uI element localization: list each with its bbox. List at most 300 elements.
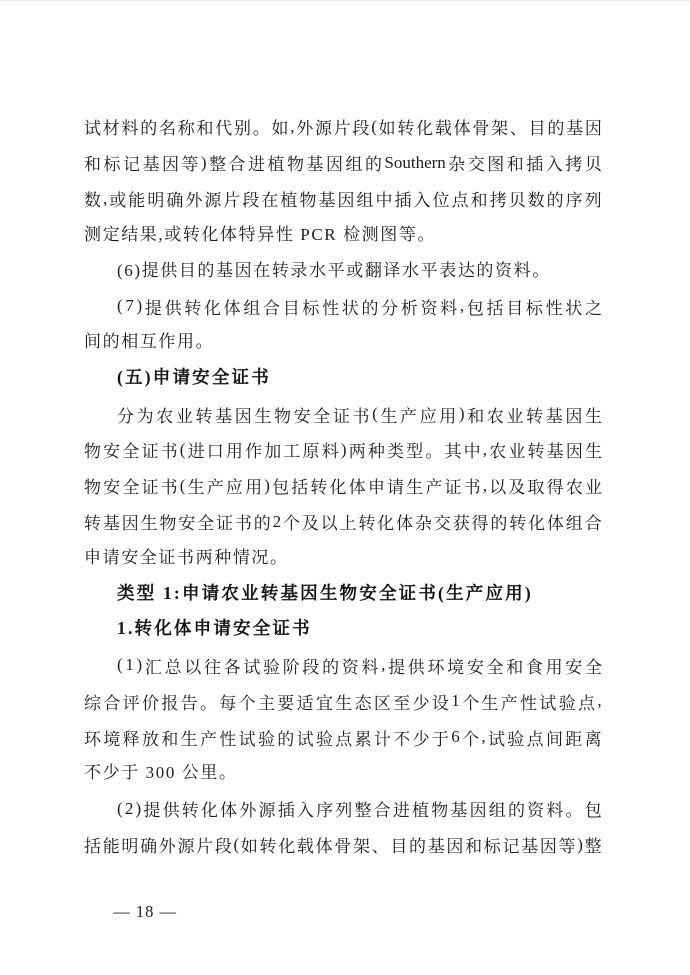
text-token: 源 <box>315 119 332 139</box>
text-token: ) <box>264 475 270 495</box>
text-token: 的 <box>253 514 271 534</box>
text-token: 型 <box>406 442 424 462</box>
text-token: 请 <box>387 478 404 498</box>
text-token: 证 <box>141 478 159 498</box>
text-token: 以 <box>320 514 338 534</box>
text-token: 点 <box>526 729 544 749</box>
text-token: 个 <box>282 514 300 534</box>
text-token: 位 <box>432 191 450 211</box>
text-token: 架 <box>491 119 509 139</box>
text-token: 体 <box>315 837 333 857</box>
text-token: 产 <box>199 729 217 749</box>
text-token: 贝 <box>584 155 602 175</box>
text-token: 能 <box>128 191 146 211</box>
text-token: 提 <box>388 657 406 677</box>
text-token: 和 <box>506 155 524 175</box>
text-token: 载 <box>434 119 452 139</box>
text-token: 点 <box>335 729 353 749</box>
text-line <box>84 827 602 863</box>
text-token: 明 <box>147 191 165 211</box>
text-token: 标 <box>302 298 320 318</box>
text-token: 试 <box>243 657 261 677</box>
text-token: 因 <box>584 119 602 139</box>
text-token: 生 <box>140 514 158 534</box>
text-token: 每 <box>219 693 237 713</box>
text-token: 宜 <box>315 693 333 713</box>
text-token: 料 <box>440 298 458 318</box>
text-token: 资 <box>341 657 359 677</box>
text-token: 转 <box>526 406 544 426</box>
text-token: 1 <box>125 655 134 675</box>
text-token: 口 <box>206 442 224 462</box>
text-token: 确 <box>140 837 158 857</box>
text-token: 试 <box>84 119 101 139</box>
text-token: 转 <box>397 119 415 139</box>
text-line <box>84 504 602 540</box>
text-token: 物 <box>287 155 304 175</box>
text-token: 包 <box>466 298 484 318</box>
text-token: 合 <box>584 514 602 534</box>
text-token: 设 <box>431 693 449 713</box>
text-token: 料 <box>361 657 379 677</box>
text-token: 书 <box>352 406 370 426</box>
text-token: 物 <box>274 406 291 426</box>
text-token: 、 <box>509 119 527 139</box>
text-line <box>84 719 602 755</box>
text-token: 插 <box>526 155 544 175</box>
text-token: 生 <box>584 442 602 462</box>
text-token: 和 <box>467 406 485 426</box>
text-token: 目 <box>282 298 300 318</box>
text-token: 基 <box>102 514 120 534</box>
text-token: 目 <box>528 119 546 139</box>
text-token: 原 <box>302 442 320 462</box>
text-token: 中 <box>375 191 393 211</box>
text-token: 生 <box>187 478 205 498</box>
text-token: 段 <box>302 657 320 677</box>
text-token: 取 <box>527 478 545 498</box>
document-text-block <box>84 109 602 863</box>
text-token: 境 <box>447 657 465 677</box>
text-token: 体 <box>396 514 414 534</box>
text-token: ) <box>200 152 207 172</box>
text-token: 基 <box>306 155 324 175</box>
text-token: 提 <box>143 801 161 821</box>
text-token: 生 <box>380 406 398 426</box>
text-token: 包 <box>584 801 602 821</box>
text-token: 列 <box>584 191 602 211</box>
text-token: 转 <box>259 837 277 857</box>
text-token: 的 <box>507 801 525 821</box>
text-token: , <box>597 691 602 711</box>
text-token: 入 <box>413 191 431 211</box>
text-token: 安 <box>103 478 121 498</box>
text-line <box>84 468 602 504</box>
text-token: 因 <box>565 406 583 426</box>
text-token: 加 <box>264 442 282 462</box>
text-token: 等 <box>558 837 576 857</box>
text-line: 不少于 300 公里。 <box>84 763 238 783</box>
text-token: 书 <box>160 478 178 498</box>
text-token: 基 <box>450 801 468 821</box>
text-token: 因 <box>234 406 252 426</box>
text-token: 。 <box>252 119 270 139</box>
text-token: 点 <box>451 191 469 211</box>
text-token: 能 <box>102 837 120 857</box>
text-token: 全 <box>197 514 215 534</box>
text-token: 至 <box>393 693 411 713</box>
text-token: ) <box>577 834 583 854</box>
text-token: 阶 <box>282 657 300 677</box>
text-token: 物 <box>84 478 101 498</box>
text-token: ) <box>135 798 142 818</box>
text-token: 书 <box>160 442 178 462</box>
text-token: 物 <box>84 442 101 462</box>
text-token: 转 <box>84 514 101 534</box>
text-token: 基 <box>546 442 564 462</box>
text-token: 源 <box>258 801 276 821</box>
text-token: 拷 <box>565 155 583 175</box>
text-token: 报 <box>161 693 179 713</box>
text-token: 状 <box>341 298 359 318</box>
text-token: 基 <box>521 837 539 857</box>
text-token: 骨 <box>334 837 352 857</box>
text-token: 生 <box>481 693 499 713</box>
text-token: 少 <box>412 729 430 749</box>
text-token: 试 <box>238 729 256 749</box>
text-token: 组 <box>356 191 374 211</box>
text-token: 的 <box>364 155 382 175</box>
text-token: 骨 <box>472 119 490 139</box>
text-token: 组 <box>345 155 363 175</box>
text-token: 环 <box>84 729 101 749</box>
text-token: 用 <box>245 478 263 498</box>
page-number: — 18 — <box>113 902 177 921</box>
text-token: ( <box>372 404 378 424</box>
text-token: 资 <box>420 298 438 318</box>
text-token: 距 <box>565 729 583 749</box>
text-token: 交 <box>467 155 485 175</box>
text-line <box>84 181 602 217</box>
text-token: 片 <box>333 119 351 139</box>
text-token: 工 <box>283 442 301 462</box>
text-token: 离 <box>584 729 602 749</box>
text-token: 组 <box>488 801 506 821</box>
text-token: 别 <box>234 119 251 139</box>
text-token: 整 <box>584 837 602 857</box>
text-token: 料 <box>321 442 339 462</box>
text-line <box>84 791 602 827</box>
text-token: 确 <box>166 191 184 211</box>
text-token: 农 <box>565 478 583 498</box>
text-token: 植 <box>267 155 285 175</box>
text-token: 态 <box>354 693 372 713</box>
text-token: 环 <box>427 657 445 677</box>
text-line <box>84 109 602 145</box>
text-token: 的 <box>140 119 158 139</box>
text-token: 验 <box>263 657 281 677</box>
text-token: 放 <box>141 729 159 749</box>
text-token: 得 <box>471 514 489 534</box>
text-token: 基 <box>142 155 160 175</box>
text-token: 因 <box>565 442 583 462</box>
text-token: 1 <box>451 691 460 711</box>
text-token: 性 <box>545 298 563 318</box>
text-token: 括 <box>486 298 504 318</box>
text-token: 供 <box>162 801 180 821</box>
text-token: 及 <box>301 514 319 534</box>
text-token: 得 <box>546 478 564 498</box>
text-token: 因 <box>161 155 179 175</box>
text-token: 进 <box>248 155 266 175</box>
text-token: 基 <box>318 191 336 211</box>
text-token: 名 <box>159 119 176 139</box>
text-token: 和 <box>506 657 524 677</box>
text-token: 入 <box>296 801 314 821</box>
text-token: ) <box>458 404 465 424</box>
text-line <box>84 145 602 181</box>
text-token: 贝 <box>508 191 526 211</box>
text-token: 载 <box>296 837 314 857</box>
text-token: 用 <box>439 406 457 426</box>
text-token: 物 <box>159 514 177 534</box>
text-token: 化 <box>329 478 347 498</box>
text-token: 用 <box>545 657 563 677</box>
text-token: 架 <box>352 837 370 857</box>
text-token: 主 <box>257 693 275 713</box>
text-token: 于 <box>431 729 449 749</box>
text-token: 等 <box>181 155 199 175</box>
text-token: 资 <box>527 801 545 821</box>
text-token: ( <box>117 655 123 675</box>
text-token: 化 <box>203 298 221 318</box>
text-token: 区 <box>373 693 391 713</box>
text-line: 类型 1:申请农业转基因生物安全证书(生产应用) <box>117 582 533 603</box>
text-token: 片 <box>196 837 214 857</box>
text-token: 的 <box>409 837 427 857</box>
text-token: , <box>103 188 108 208</box>
text-token: 安 <box>103 442 121 462</box>
text-token: 外 <box>185 191 203 211</box>
text-token: ) <box>136 296 143 316</box>
text-token: , <box>381 655 386 675</box>
text-token: 标 <box>483 837 501 857</box>
text-token: ( <box>117 296 123 316</box>
text-token: 书 <box>463 478 481 498</box>
text-token: 材 <box>102 119 120 139</box>
text-token: 插 <box>394 191 412 211</box>
text-token: 整 <box>354 801 372 821</box>
text-token: 标 <box>525 298 543 318</box>
scan-top-edge-line <box>0 0 690 1</box>
text-token: 。 <box>565 801 583 821</box>
text-token: 体 <box>453 119 471 139</box>
text-token: 插 <box>277 801 295 821</box>
text-token: 进 <box>187 442 205 462</box>
text-token: 产 <box>206 478 224 498</box>
text-line: 申请安全证书两种情况。 <box>84 547 289 567</box>
text-line <box>84 683 602 719</box>
text-token: 代 <box>215 119 233 139</box>
text-token: 和 <box>196 119 214 139</box>
text-token: 试 <box>487 729 505 749</box>
text-token: 因 <box>446 837 464 857</box>
text-token: , <box>482 439 488 459</box>
text-token: 序 <box>565 191 583 211</box>
text-token: 证 <box>444 478 462 498</box>
text-token: 因 <box>469 801 487 821</box>
text-token: 体 <box>348 478 366 498</box>
text-token: 包 <box>272 478 290 498</box>
text-token: 计 <box>373 729 391 749</box>
text-token: 个 <box>462 729 480 749</box>
text-token: 验 <box>257 729 275 749</box>
text-token: 在 <box>261 191 279 211</box>
text-token: 拷 <box>489 191 507 211</box>
text-token: 总 <box>164 657 182 677</box>
text-token: 料 <box>121 119 139 139</box>
text-token: 体 <box>220 801 238 821</box>
text-token: 基 <box>566 119 584 139</box>
text-token: 个 <box>238 693 256 713</box>
text-token: 和 <box>161 729 179 749</box>
text-token: 段 <box>214 837 232 857</box>
text-token: 转 <box>310 478 328 498</box>
text-token: 析 <box>400 298 418 318</box>
text-token: 全 <box>486 657 504 677</box>
text-token: 间 <box>545 729 563 749</box>
text-token: 不 <box>393 729 411 749</box>
text-token: 因 <box>325 155 343 175</box>
text-token: 种 <box>367 442 385 462</box>
text-token: 供 <box>407 657 425 677</box>
text-token: 的 <box>546 191 564 211</box>
text-line: (6)提供目的基因在转录水平或翻译水平表达的资料。 <box>117 260 551 280</box>
text-token: ) <box>136 655 143 675</box>
text-token: 安 <box>466 657 484 677</box>
text-token: 中 <box>463 442 481 462</box>
text-token: 两 <box>348 442 366 462</box>
text-token: 基 <box>545 406 563 426</box>
text-line: (五)申请安全证书 <box>117 367 271 388</box>
text-token: ( <box>179 475 186 495</box>
text-token: 片 <box>223 191 241 211</box>
text-token: 应 <box>225 478 243 498</box>
text-token: 合 <box>263 298 281 318</box>
text-token: 和 <box>470 191 488 211</box>
text-token: 农 <box>489 442 507 462</box>
text-line: 测定结果,或转化体特异性 PCR 检测图等。 <box>84 224 437 244</box>
text-token: 为 <box>136 406 154 426</box>
text-token: 杂 <box>448 155 466 175</box>
text-token: 外 <box>296 119 314 139</box>
page-footer <box>103 876 177 921</box>
text-token: 证 <box>141 442 159 462</box>
text-token: 产 <box>400 406 418 426</box>
text-token: 点 <box>578 693 596 713</box>
text-token: 6 <box>451 727 460 747</box>
text-token: 源 <box>204 191 222 211</box>
text-token: 以 <box>489 478 507 498</box>
text-token: 目 <box>506 298 524 318</box>
text-token: 转 <box>181 801 199 821</box>
text-token: 试 <box>296 729 314 749</box>
text-token: 状 <box>565 298 583 318</box>
text-token: 记 <box>502 837 520 857</box>
text-token: 的 <box>361 298 379 318</box>
text-token: , <box>290 116 295 136</box>
text-token: 植 <box>280 191 298 211</box>
text-token: , <box>482 475 488 495</box>
text-token: 合 <box>103 693 121 713</box>
text-token: 源 <box>177 837 195 857</box>
text-token: 杂 <box>414 514 432 534</box>
text-token: 评 <box>122 693 140 713</box>
text-token: 证 <box>216 514 234 534</box>
text-token: 生 <box>584 406 602 426</box>
text-token: 括 <box>291 478 309 498</box>
text-token: 数 <box>84 191 101 211</box>
text-token: 转 <box>195 406 213 426</box>
text-token: 释 <box>122 729 140 749</box>
text-token: 和 <box>465 837 483 857</box>
text-token: 入 <box>545 155 563 175</box>
text-token: 料 <box>546 801 564 821</box>
text-token: 生 <box>180 729 198 749</box>
text-token: 应 <box>419 406 437 426</box>
text-token: ( <box>179 439 186 459</box>
text-token: 性 <box>322 298 340 318</box>
text-line <box>84 396 602 432</box>
text-token: 安 <box>565 657 583 677</box>
text-line <box>84 647 602 683</box>
text-token: 各 <box>223 657 241 677</box>
text-token: 组 <box>565 514 583 534</box>
text-token: 申 <box>367 478 385 498</box>
text-token: 农 <box>156 406 174 426</box>
text-token: 、 <box>371 837 389 857</box>
text-token: 外 <box>239 801 257 821</box>
text-token: 植 <box>412 801 430 821</box>
text-token: 作 <box>245 442 263 462</box>
text-token: 全 <box>122 442 140 462</box>
text-token: 试 <box>539 693 557 713</box>
text-token: 生 <box>335 693 353 713</box>
text-token: , <box>459 296 465 316</box>
text-token: 基 <box>427 837 445 857</box>
text-token: 上 <box>339 514 357 534</box>
text-token: 如 <box>271 119 289 139</box>
text-token: 数 <box>527 191 545 211</box>
text-token: 的 <box>547 119 565 139</box>
text-token: 外 <box>158 837 176 857</box>
text-token: 生 <box>406 478 424 498</box>
text-token: 列 <box>335 801 353 821</box>
text-token: 验 <box>507 729 525 749</box>
text-token: 图 <box>487 155 505 175</box>
text-token: 适 <box>296 693 314 713</box>
text-token: 化 <box>377 514 395 534</box>
text-token: 2 <box>124 798 134 818</box>
text-token: 之 <box>584 298 602 318</box>
text-token: Southern <box>384 152 446 172</box>
text-token: 段 <box>242 191 260 211</box>
text-token: 。 <box>425 442 443 462</box>
text-token: 其 <box>444 442 462 462</box>
text-token: 书 <box>234 514 252 534</box>
text-token: 证 <box>332 406 350 426</box>
text-token: 业 <box>506 406 524 426</box>
